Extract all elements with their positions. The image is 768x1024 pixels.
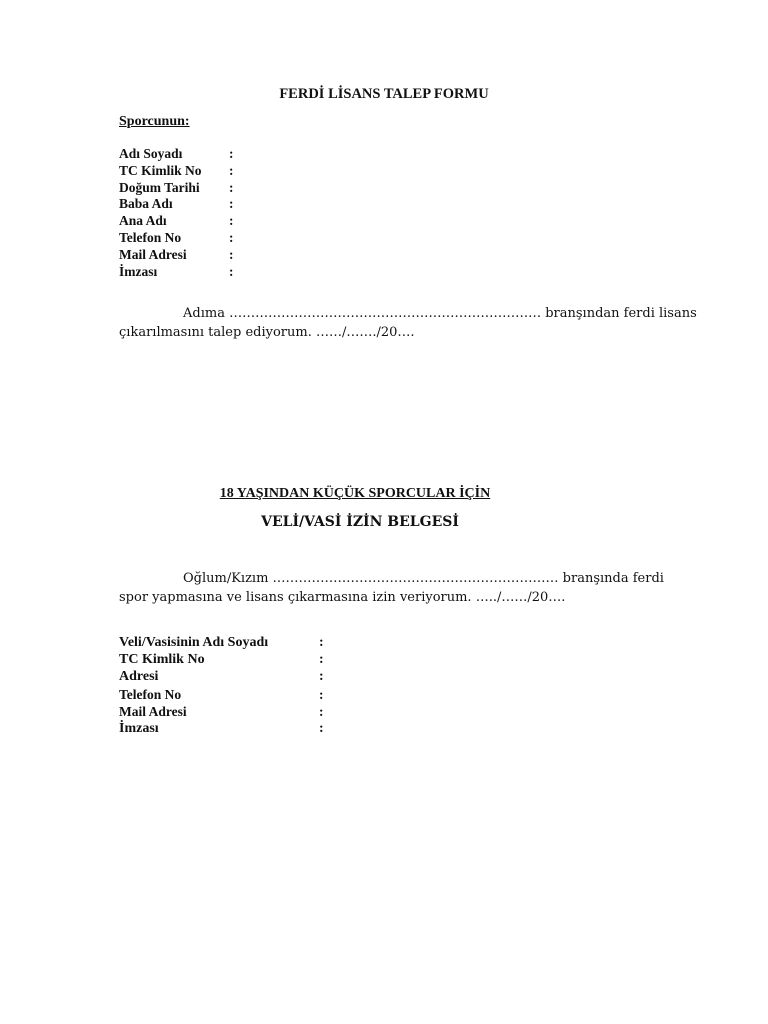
field-separator: :	[319, 703, 324, 719]
field-separator: :	[229, 196, 234, 212]
field-separator: :	[319, 720, 324, 736]
field-label-mother-name: Ana Adı	[119, 213, 167, 229]
field-separator: :	[229, 246, 234, 262]
consent-statement-line-2: spor yapmasına ve lisans çıkarmasına izin veriyorum. …../……/20….	[119, 590, 566, 605]
guardian-label-phone: Telefon No	[119, 686, 182, 702]
field-label-signature: İmzası	[119, 263, 158, 279]
field-label-father-name: Baba Adı	[119, 196, 173, 212]
field-separator: :	[319, 635, 324, 650]
guardian-label-signature: İmzası	[119, 720, 159, 736]
field-separator: :	[229, 179, 234, 195]
minor-section-title: 18 YAŞINDAN KÜÇÜK SPORCULAR İÇİN	[219, 486, 491, 501]
field-separator: :	[319, 686, 324, 702]
consent-statement-line-1: Oğlum/Kızım ………………………………………………………… branşında ferdi	[183, 571, 664, 586]
field-label-tc-id: TC Kimlik No	[119, 162, 202, 178]
request-statement-line-1: Adıma ……………………………………………………………… branşından ferdi lisans	[183, 306, 697, 321]
field-separator: :	[319, 652, 324, 668]
athlete-section-heading: Sporcunun:	[119, 114, 190, 129]
field-separator: :	[229, 213, 234, 229]
field-separator: :	[319, 669, 324, 685]
guardian-label-name: Veli/Vasisinin Adı Soyadı	[119, 635, 269, 650]
field-label-birth-date: Doğum Tarihi	[119, 179, 200, 195]
request-statement-line-2: çıkarılmasını talep ediyorum. ……/……./20….	[119, 325, 415, 340]
field-separator: :	[229, 146, 234, 161]
field-separator: :	[229, 162, 234, 178]
guardian-label-email: Mail Adresi	[119, 703, 187, 719]
consent-document-title: VELİ/VASİ İZİN BELGESİ	[261, 514, 459, 530]
field-label-phone: Telefon No	[119, 229, 182, 245]
guardian-label-tc-id: TC Kimlik No	[119, 652, 205, 668]
field-label-name: Adı Soyadı	[119, 146, 183, 161]
field-label-email: Mail Adresi	[119, 246, 187, 262]
guardian-label-address: Adresi	[119, 669, 159, 685]
field-separator: :	[229, 263, 234, 279]
form-title: FERDİ LİSANS TALEP FORMU	[279, 86, 489, 102]
field-separator: :	[229, 229, 234, 245]
